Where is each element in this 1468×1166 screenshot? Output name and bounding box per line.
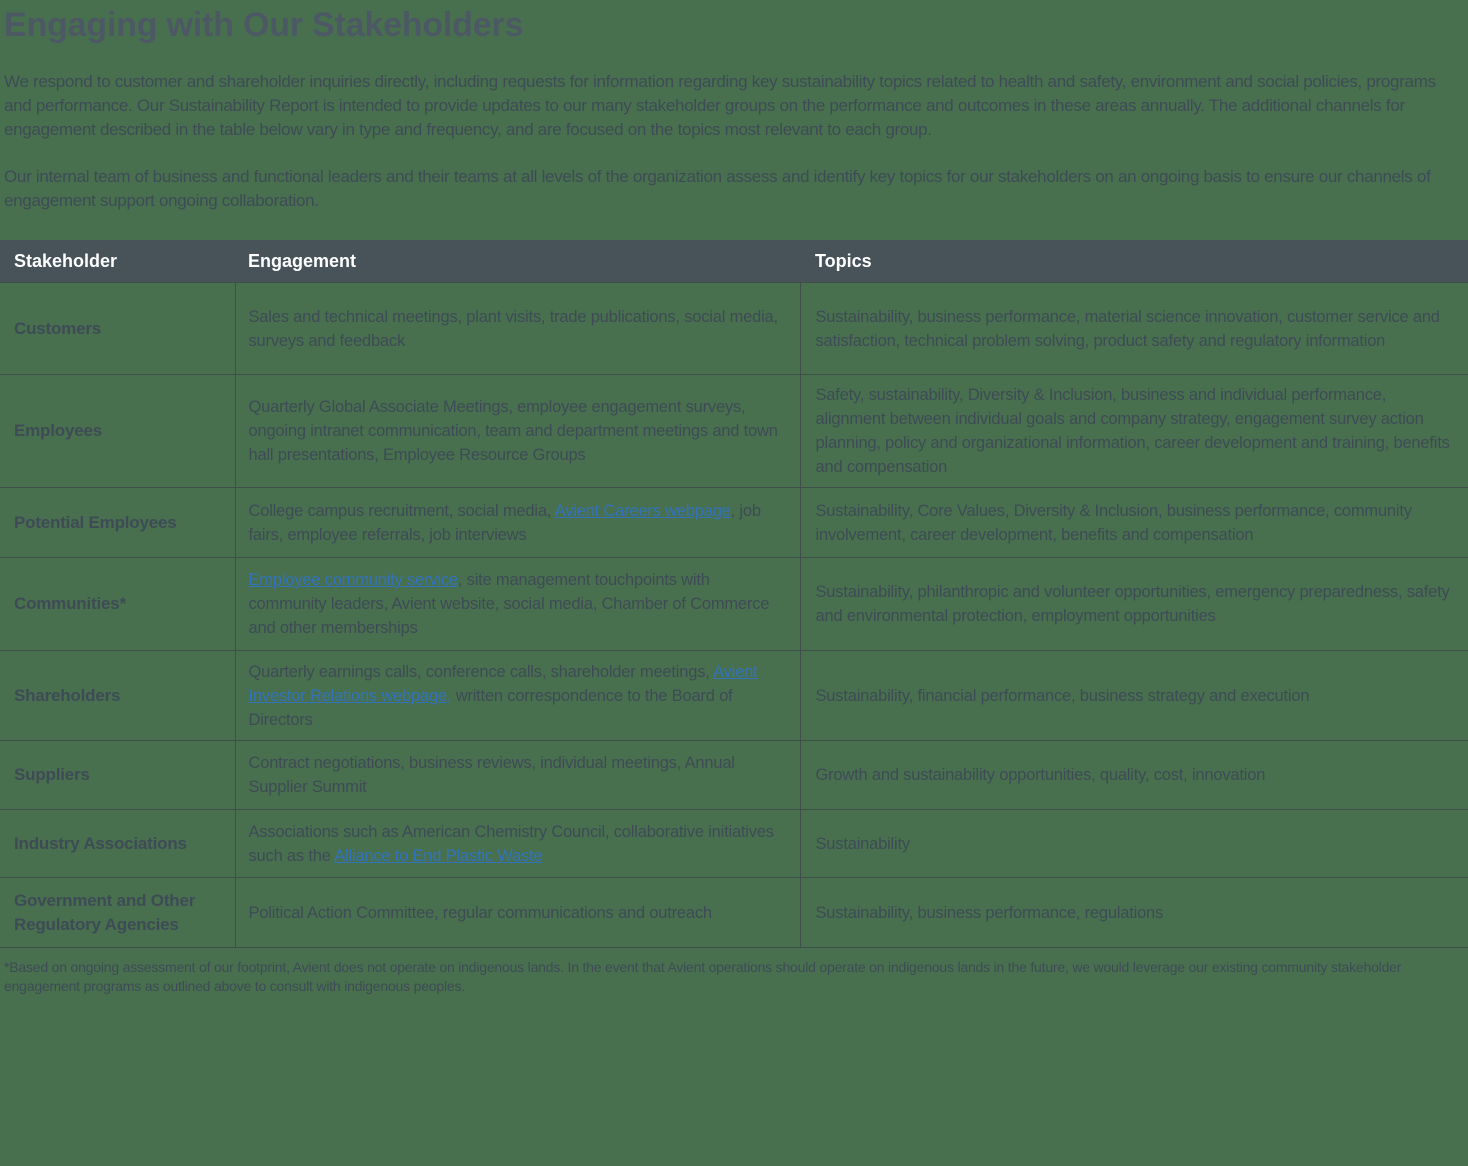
engagement-cell: Associations such as American Chemistry Council, collaborative initiatives such as the Alliance to End Plastic Waste	[235, 810, 800, 878]
stakeholder-cell: Employees	[0, 375, 235, 488]
topics-cell: Sustainability, business performance, material science innovation, customer service and satisfaction, technical problem solving, product safety and regulatory information	[800, 283, 1468, 375]
intro-paragraph-2: Our internal team of business and functional leaders and their teams at all levels of the organization assess and identify key topics for our stakeholders on an ongoing basis to ensure our channels of engagement support ongoing collaboration.	[4, 167, 1431, 210]
stakeholder-cell: Potential Employees	[0, 488, 235, 558]
topics-cell: Safety, sustainability, Diversity & Inclusion, business and individual performance, alignment between individual goals and company strategy, engagement survey action planning, policy and organizational information, career development and training, benefits and compensation	[800, 375, 1468, 488]
table-row	[0, 488, 1468, 558]
engagement-cell: Employee community service, site management touchpoints with community leaders, Avient website, social media, Chamber of Commerce and other memberships	[235, 558, 800, 651]
stakeholder-cell: Shareholders	[0, 651, 235, 741]
engagement-cell: College campus recruitment, social media, Avient Careers webpage, job fairs, employee referrals, job interviews	[235, 488, 800, 558]
engagement-cell: Political Action Committee, regular communications and outreach	[235, 878, 800, 948]
page	[0, 6, 1468, 996]
avient-investor-relations-webpage-link[interactable]: Avient Investor Relations webpage,	[248, 662, 758, 705]
table-row	[0, 810, 1468, 878]
avient-careers-webpage-link[interactable]: Avient Careers webpage	[554, 501, 731, 520]
table-row	[0, 375, 1468, 488]
stakeholder-cell: Industry Associations	[0, 810, 235, 878]
table-row	[0, 283, 1468, 375]
stakeholder-engagement-table	[0, 240, 1468, 948]
table-header-row	[0, 240, 1468, 283]
footnote: *Based on ongoing assessment of our footprint, Avient does not operate on indigenous lands. In the event that Avient operations should operate on indigenous lands in the future, we would leverage our existing community stakeholder engagement programs as outlined above to consult with indigenous peoples.	[4, 959, 1402, 994]
stakeholder-cell: Customers	[0, 283, 235, 375]
stakeholder-cell: Suppliers	[0, 741, 235, 810]
engagement-cell: Quarterly Global Associate Meetings, employee engagement surveys, ongoing intranet communication, team and department meetings and town hall presentations, Employee Resource Groups	[235, 375, 800, 488]
column-header-topics: Topics	[800, 240, 1468, 283]
column-header-engagement: Engagement	[235, 240, 800, 283]
topics-cell: Sustainability, Core Values, Diversity & Inclusion, business performance, community involvement, career development, benefits and compensation	[800, 488, 1468, 558]
intro-paragraph-1: We respond to customer and shareholder inquiries directly, including requests for information regarding key sustainability topics related to health and safety, environment and social policies, programs and performance. Our Sustainability Report is intended to provide updates to our many stakeholder groups on the performance and outcomes in these areas annually. The additional channels for engagement described in the table below vary in type and frequency, and are focused on the topics most relevant to each group.	[4, 72, 1436, 139]
topics-cell: Sustainability, business performance, regulations	[800, 878, 1468, 948]
engagement-cell: Sales and technical meetings, plant visits, trade publications, social media, surveys and feedback	[235, 283, 800, 375]
stakeholder-cell: Government and Other Regulatory Agencies	[0, 878, 235, 948]
engagement-cell: Contract negotiations, business reviews, individual meetings, Annual Supplier Summit	[235, 741, 800, 810]
employee-community-service-link[interactable]: Employee community service	[248, 571, 458, 589]
topics-cell: Sustainability, philanthropic and volunteer opportunities, emergency preparedness, safety and environmental protection, employment opportunities	[800, 558, 1468, 651]
table-row	[0, 651, 1468, 741]
topics-cell: Sustainability	[800, 810, 1468, 878]
table-body	[0, 283, 1468, 948]
table-row	[0, 558, 1468, 651]
alliance-to-end-plastic-waste-link[interactable]: Alliance to End Plastic Waste	[334, 846, 543, 865]
table-row	[0, 878, 1468, 948]
page-title: Engaging with Our Stakeholders	[4, 6, 524, 44]
table-row	[0, 741, 1468, 810]
topics-cell: Sustainability, financial performance, business strategy and execution	[800, 651, 1468, 741]
stakeholder-cell: Communities*	[0, 558, 235, 651]
engagement-cell: Quarterly earnings calls, conference calls, shareholder meetings, Avient Investor Relations webpage, written correspondence to the Board of Directors	[235, 651, 800, 741]
column-header-stakeholder: Stakeholder	[0, 240, 235, 283]
topics-cell: Growth and sustainability opportunities, quality, cost, innovation	[800, 741, 1468, 810]
